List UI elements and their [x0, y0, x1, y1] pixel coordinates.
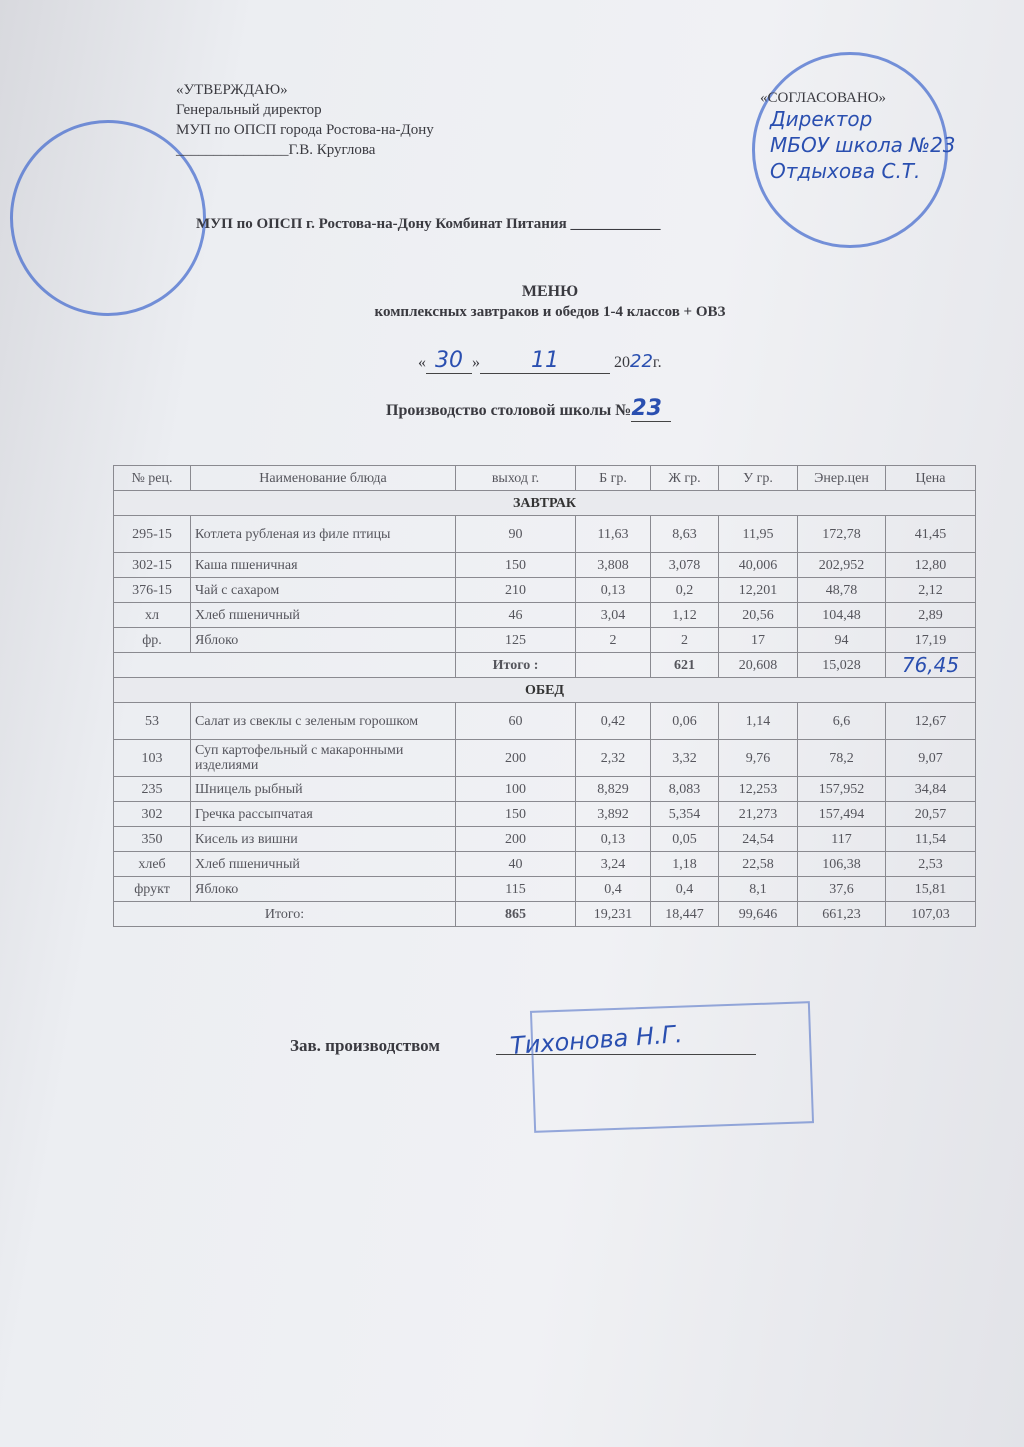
table-cell: 15,028 [798, 653, 886, 678]
table-cell: 865 [456, 902, 576, 927]
table-cell: ЗАВТРАК [114, 491, 976, 516]
date-day: 30 [426, 348, 472, 374]
table-row [114, 603, 976, 628]
column-header: Наименование блюда [191, 466, 456, 491]
table-cell: 46 [456, 603, 576, 628]
table-cell: 8,63 [651, 516, 719, 553]
table-cell: хлеб [114, 852, 191, 877]
school-number: 23 [631, 396, 671, 422]
approval-block [176, 80, 434, 160]
table-cell: 107,03 [886, 902, 976, 927]
table-row [114, 516, 976, 553]
table-row [114, 802, 976, 827]
table-cell: 90 [456, 516, 576, 553]
table-cell: 235 [114, 777, 191, 802]
table-cell: Хлеб пшеничный [191, 603, 456, 628]
table-cell: 6,6 [798, 703, 886, 740]
table-cell: 0,05 [651, 827, 719, 852]
column-header: выход г. [456, 466, 576, 491]
table-cell: Кисель из вишни [191, 827, 456, 852]
table-cell: 295-15 [114, 516, 191, 553]
table-cell: 0,42 [576, 703, 651, 740]
column-header: У гр. [719, 466, 798, 491]
table-cell: 11,63 [576, 516, 651, 553]
table-cell: 661,23 [798, 902, 886, 927]
table-row [114, 578, 976, 603]
production-line [386, 396, 671, 422]
table-cell: Суп картофельный с макаронными изделиями [191, 740, 456, 777]
table-cell: 621 [651, 653, 719, 678]
total-row [114, 902, 976, 927]
menu-subtitle: комплексных завтраков и обедов 1-4 классов + ОВЗ [374, 304, 726, 320]
agreed-hand-line: Директор [770, 107, 873, 131]
table-row [114, 553, 976, 578]
table-cell: 0,13 [576, 578, 651, 603]
table-cell: Хлеб пшеничный [191, 852, 456, 877]
date-year-suffix: 22 [630, 351, 653, 372]
date-month: 11 [480, 348, 610, 374]
table-cell: 9,76 [719, 740, 798, 777]
table-cell: 117 [798, 827, 886, 852]
table-cell: Итого: [114, 902, 456, 927]
table-cell: 2 [576, 628, 651, 653]
table-cell: 103 [114, 740, 191, 777]
table-row [114, 628, 976, 653]
table-cell: 376-15 [114, 578, 191, 603]
table-cell: 3,892 [576, 802, 651, 827]
table-cell: 2,12 [886, 578, 976, 603]
table-cell: 172,78 [798, 516, 886, 553]
table-cell: 12,253 [719, 777, 798, 802]
table-cell: 3,24 [576, 852, 651, 877]
table-cell: ОБЕД [114, 678, 976, 703]
table-cell: 41,45 [886, 516, 976, 553]
table-header-row [114, 466, 976, 491]
table-cell: 1,18 [651, 852, 719, 877]
table-cell: 157,494 [798, 802, 886, 827]
approval-title: «УТВЕРЖДАЮ» [176, 82, 288, 98]
approval-org: МУП по ОПСП города Ростова-на-Дону [176, 122, 434, 138]
table-cell: 76,45 [886, 653, 976, 678]
table-cell: 12,67 [886, 703, 976, 740]
footer-label: Зав. производством [290, 1036, 440, 1055]
table-cell: 60 [456, 703, 576, 740]
table-cell: 8,829 [576, 777, 651, 802]
table-cell: 5,354 [651, 802, 719, 827]
table-cell: 20,57 [886, 802, 976, 827]
table-cell: 200 [456, 827, 576, 852]
approval-position: Генеральный директор [176, 102, 322, 118]
column-header: Цена [886, 466, 976, 491]
table-cell: 22,58 [719, 852, 798, 877]
table-cell: Чай с сахаром [191, 578, 456, 603]
table-cell: 21,273 [719, 802, 798, 827]
agreed-hand-line: Отдыхова С.Т. [770, 159, 921, 183]
table-cell: Шницель рыбный [191, 777, 456, 802]
table-cell: 8,1 [719, 877, 798, 902]
table-cell: 40 [456, 852, 576, 877]
table-cell: 3,078 [651, 553, 719, 578]
table-cell: 1,12 [651, 603, 719, 628]
table-cell: 302 [114, 802, 191, 827]
table-cell: 202,952 [798, 553, 886, 578]
column-header: Энер.цен [798, 466, 886, 491]
table-cell: 53 [114, 703, 191, 740]
table-cell: 15,81 [886, 877, 976, 902]
table-cell: 19,231 [576, 902, 651, 927]
table-cell: 40,006 [719, 553, 798, 578]
table-cell: 17,19 [886, 628, 976, 653]
table-cell: 11,95 [719, 516, 798, 553]
agreed-title: «СОГЛАСОВАНО» [760, 90, 887, 106]
table-cell: 302-15 [114, 553, 191, 578]
table-cell: 2,53 [886, 852, 976, 877]
agreed-hand-line: МБОУ школа №23 [770, 133, 956, 157]
table-cell: 210 [456, 578, 576, 603]
table-cell: 3,32 [651, 740, 719, 777]
date-quote: » [472, 354, 480, 371]
table-cell: 200 [456, 740, 576, 777]
table-cell [114, 653, 456, 678]
table-row [114, 852, 976, 877]
column-header: Ж гр. [651, 466, 719, 491]
table-cell: 157,952 [798, 777, 886, 802]
table-cell [576, 653, 651, 678]
table-cell: 11,54 [886, 827, 976, 852]
date-year-end: г. [652, 354, 662, 371]
table-cell: 20,56 [719, 603, 798, 628]
table-cell: 150 [456, 802, 576, 827]
table-cell: Салат из свеклы с зеленым горошком [191, 703, 456, 740]
table-cell: 8,083 [651, 777, 719, 802]
table-cell: 20,608 [719, 653, 798, 678]
date-quote: « [418, 354, 426, 371]
table-row [114, 740, 976, 777]
table-cell: 125 [456, 628, 576, 653]
approval-signature-line: _______________Г.В. Круглова [176, 142, 376, 158]
table-cell: 17 [719, 628, 798, 653]
table-cell: 1,14 [719, 703, 798, 740]
table-cell: Каша пшеничная [191, 553, 456, 578]
menu-title: МЕНЮ [521, 283, 579, 300]
table-cell: Итого : [456, 653, 576, 678]
table-cell: 104,48 [798, 603, 886, 628]
table-cell: 0,4 [651, 877, 719, 902]
table-cell: 2,32 [576, 740, 651, 777]
table-cell: 12,201 [719, 578, 798, 603]
table-cell: 3,808 [576, 553, 651, 578]
table-cell: 115 [456, 877, 576, 902]
section-header-row [114, 491, 976, 516]
table-cell: 48,78 [798, 578, 886, 603]
section-header-row [114, 678, 976, 703]
rectangular-stamp [530, 1001, 814, 1133]
table-cell: 9,07 [886, 740, 976, 777]
table-cell: 34,84 [886, 777, 976, 802]
table-cell: фр. [114, 628, 191, 653]
agreed-handwriting [770, 106, 956, 184]
table-cell: Гречка рассыпчатая [191, 802, 456, 827]
table-row [114, 827, 976, 852]
table-cell: Котлета рубленая из филе птицы [191, 516, 456, 553]
table-cell: 0,13 [576, 827, 651, 852]
table-cell: фрукт [114, 877, 191, 902]
table-cell: 2,89 [886, 603, 976, 628]
org-line: МУП по ОПСП г. Ростова-на-Дону Комбинат Питания ____________ [196, 216, 661, 232]
table-row [114, 877, 976, 902]
table-cell: 0,2 [651, 578, 719, 603]
table-cell: 37,6 [798, 877, 886, 902]
table-cell: 106,38 [798, 852, 886, 877]
table-row [114, 777, 976, 802]
table-cell: 24,54 [719, 827, 798, 852]
table-cell: 0,06 [651, 703, 719, 740]
table-cell: 100 [456, 777, 576, 802]
table-cell: Яблоко [191, 628, 456, 653]
table-cell: 150 [456, 553, 576, 578]
date-year-prefix: 20 [614, 354, 630, 371]
table-cell: хл [114, 603, 191, 628]
table-cell: 18,447 [651, 902, 719, 927]
column-header: № рец. [114, 466, 191, 491]
table-cell: 2 [651, 628, 719, 653]
table-cell: 350 [114, 827, 191, 852]
footer-signature: Тихонова Н.Г. [509, 1020, 684, 1060]
table-row [114, 703, 976, 740]
total-row [114, 653, 976, 678]
table-cell: 3,04 [576, 603, 651, 628]
production-label: Производство столовой школы № [386, 402, 632, 419]
table-cell: 78,2 [798, 740, 886, 777]
table-cell: 94 [798, 628, 886, 653]
column-header: Б гр. [576, 466, 651, 491]
table-cell: 12,80 [886, 553, 976, 578]
table-cell: Яблоко [191, 877, 456, 902]
menu-table [113, 465, 976, 927]
menu-date [418, 348, 662, 374]
table-cell: 0,4 [576, 877, 651, 902]
table-cell: 99,646 [719, 902, 798, 927]
